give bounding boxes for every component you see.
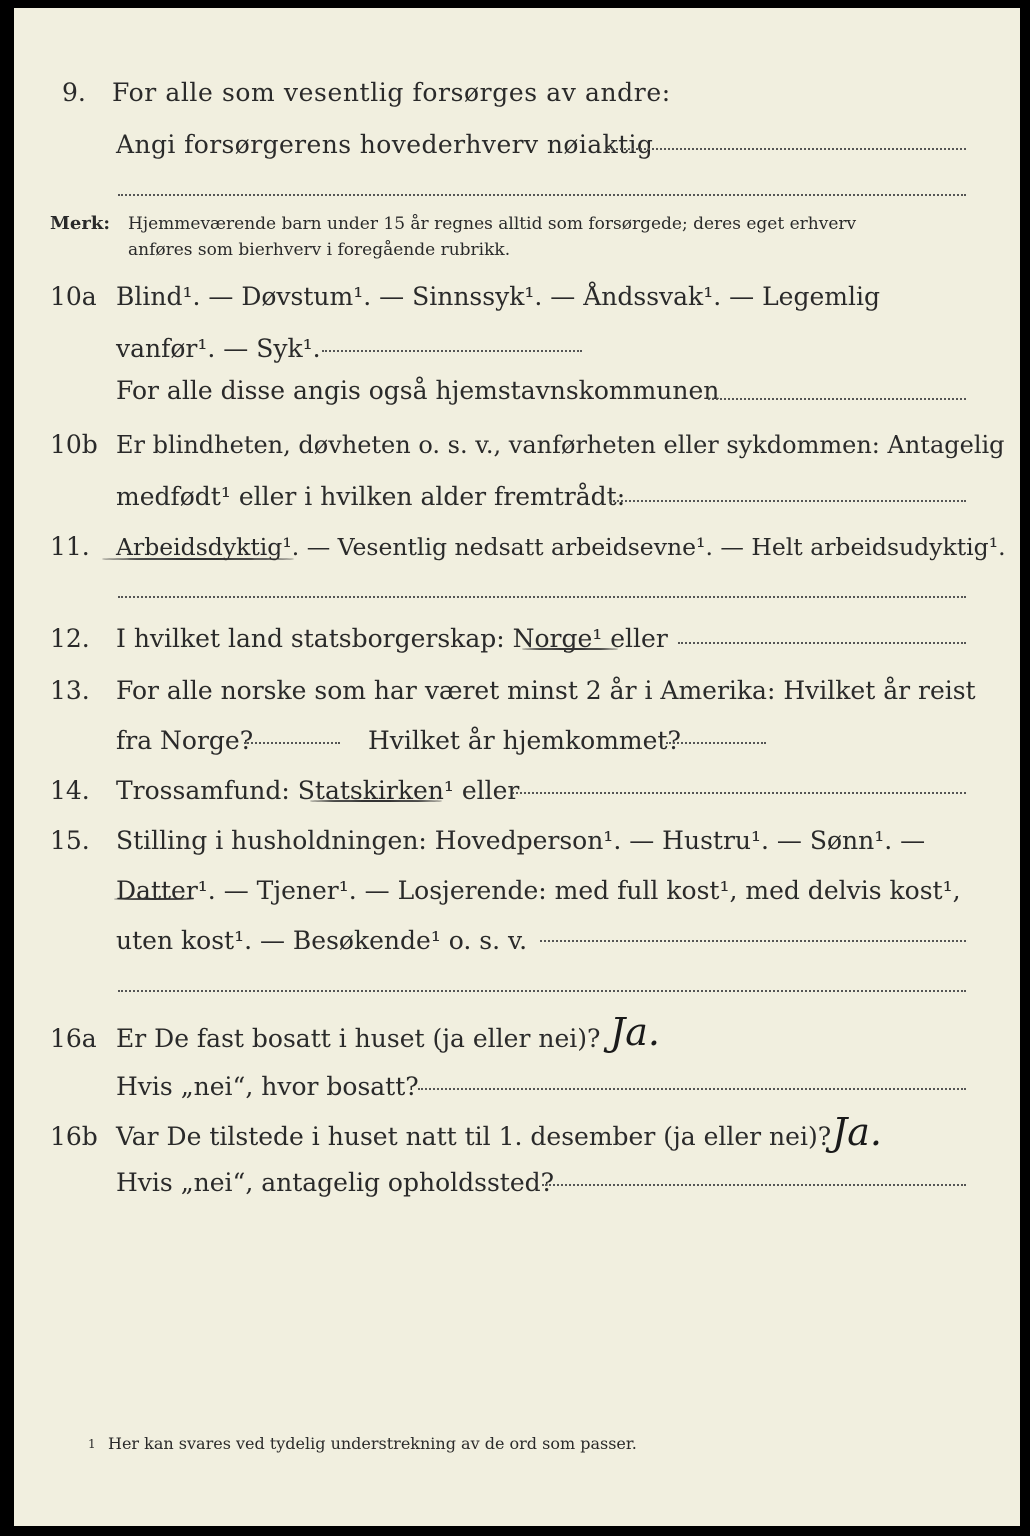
- arbeidsdyktig-underline: [102, 558, 294, 560]
- q16b-line1: Var De tilstede i huset natt til 1. desember (ja eller nei)?: [116, 1122, 832, 1151]
- q9-number: 9.: [62, 78, 86, 107]
- q16a-line2: Hvis „nei“, hvor bosatt?: [116, 1072, 419, 1101]
- q14-number: 14.: [50, 776, 90, 805]
- q13-line1: For alle norske som har været minst 2 år i Amerika: Hvilket år reist: [116, 676, 976, 705]
- q11-answer-line[interactable]: [118, 596, 966, 598]
- q15-line1: Stilling i husholdningen: Hovedperson¹. — Hustru¹. — Sønn¹. —: [116, 826, 926, 855]
- q10b-answer-line[interactable]: [610, 500, 966, 502]
- q10b-line1: Er blindheten, døvheten o. s. v., vanførheten eller sykdommen: Antagelig: [116, 431, 1005, 459]
- q12-line1: I hvilket land statsborgerskap: Norge¹ eller: [116, 624, 668, 653]
- q13-number: 13.: [50, 676, 90, 705]
- norge-underline: [522, 648, 618, 650]
- q16b-handwritten-answer: Ja.: [832, 1110, 882, 1154]
- q15-line2: Datter¹. — Tjener¹. — Losjerende: med full kost¹, med delvis kost¹,: [116, 876, 961, 905]
- q14-line1: Trossamfund: Statskirken¹ eller: [116, 776, 520, 805]
- q10a-number: 10a: [50, 282, 97, 311]
- q10a-line1: Blind¹. — Døvstum¹. — Sinnssyk¹. — Åndssvak¹. — Legemlig: [116, 282, 880, 311]
- q16a-handwritten-answer: Ja.: [610, 1010, 660, 1054]
- q16a-answer-line[interactable]: [418, 1088, 966, 1090]
- q16b-answer-line[interactable]: [542, 1184, 966, 1186]
- q12-answer-line[interactable]: [678, 642, 966, 644]
- q12-number: 12.: [50, 624, 90, 653]
- q16b-number: 16b: [50, 1122, 98, 1151]
- footnote-marker: 1: [88, 1437, 96, 1451]
- q10b-number: 10b: [50, 430, 98, 459]
- q10b-line2: medfødt¹ eller i hvilken alder fremtrådt:: [116, 482, 626, 511]
- q13-line2a: fra Norge?: [116, 726, 254, 755]
- q9-line1: For alle som vesentlig forsørges av andre:: [112, 78, 671, 107]
- q10a-line2: vanfør¹. — Syk¹.: [116, 334, 321, 363]
- q16b-line2: Hvis „nei“, antagelig opholdssted?: [116, 1168, 555, 1197]
- q9-answer-line-2[interactable]: [118, 194, 966, 196]
- q16a-number: 16a: [50, 1024, 97, 1053]
- merk-line2: anføres som bierhverv i foregående rubrikk.: [128, 240, 511, 260]
- q9-answer-line[interactable]: [608, 148, 966, 150]
- q13-hjemkommet-line[interactable]: [666, 742, 766, 744]
- q16a-line1: Er De fast bosatt i huset (ja eller nei)?: [116, 1024, 601, 1053]
- statskirken-underline: [310, 800, 442, 802]
- q9-line2: Angi forsørgerens hovederhverv nøiaktig: [116, 130, 654, 159]
- q13-reist-line[interactable]: [244, 742, 340, 744]
- q13-line2b: Hvilket år hjemkommet?: [368, 726, 681, 755]
- q10a-line3: For alle disse angis også hjemstavnskommunen: [116, 376, 720, 405]
- q15-line3: uten kost¹. — Besøkende¹ o. s. v.: [116, 926, 528, 955]
- q11-number: 11.: [50, 532, 90, 561]
- q15-answer-line[interactable]: [540, 940, 966, 942]
- datter-underline: [114, 898, 194, 900]
- merk-line1: Hjemmeværende barn under 15 år regnes alltid som forsørgede; deres eget erhverv: [128, 214, 857, 234]
- q11-line1: Arbeidsdyktig¹. — Vesentlig nedsatt arbeidsevne¹. — Helt arbeidsudyktig¹.: [116, 533, 1006, 561]
- q14-answer-line[interactable]: [512, 792, 966, 794]
- census-form-page: [14, 8, 1020, 1526]
- q15-answer-line-2[interactable]: [118, 990, 966, 992]
- q10a-syk-line[interactable]: [322, 350, 582, 352]
- footnote-text: Her kan svares ved tydelig understrekning av de ord som passer.: [108, 1434, 637, 1453]
- merk-label: Merk:: [50, 213, 110, 234]
- q15-number: 15.: [50, 826, 90, 855]
- q10a-hjemstavn-line[interactable]: [708, 398, 966, 400]
